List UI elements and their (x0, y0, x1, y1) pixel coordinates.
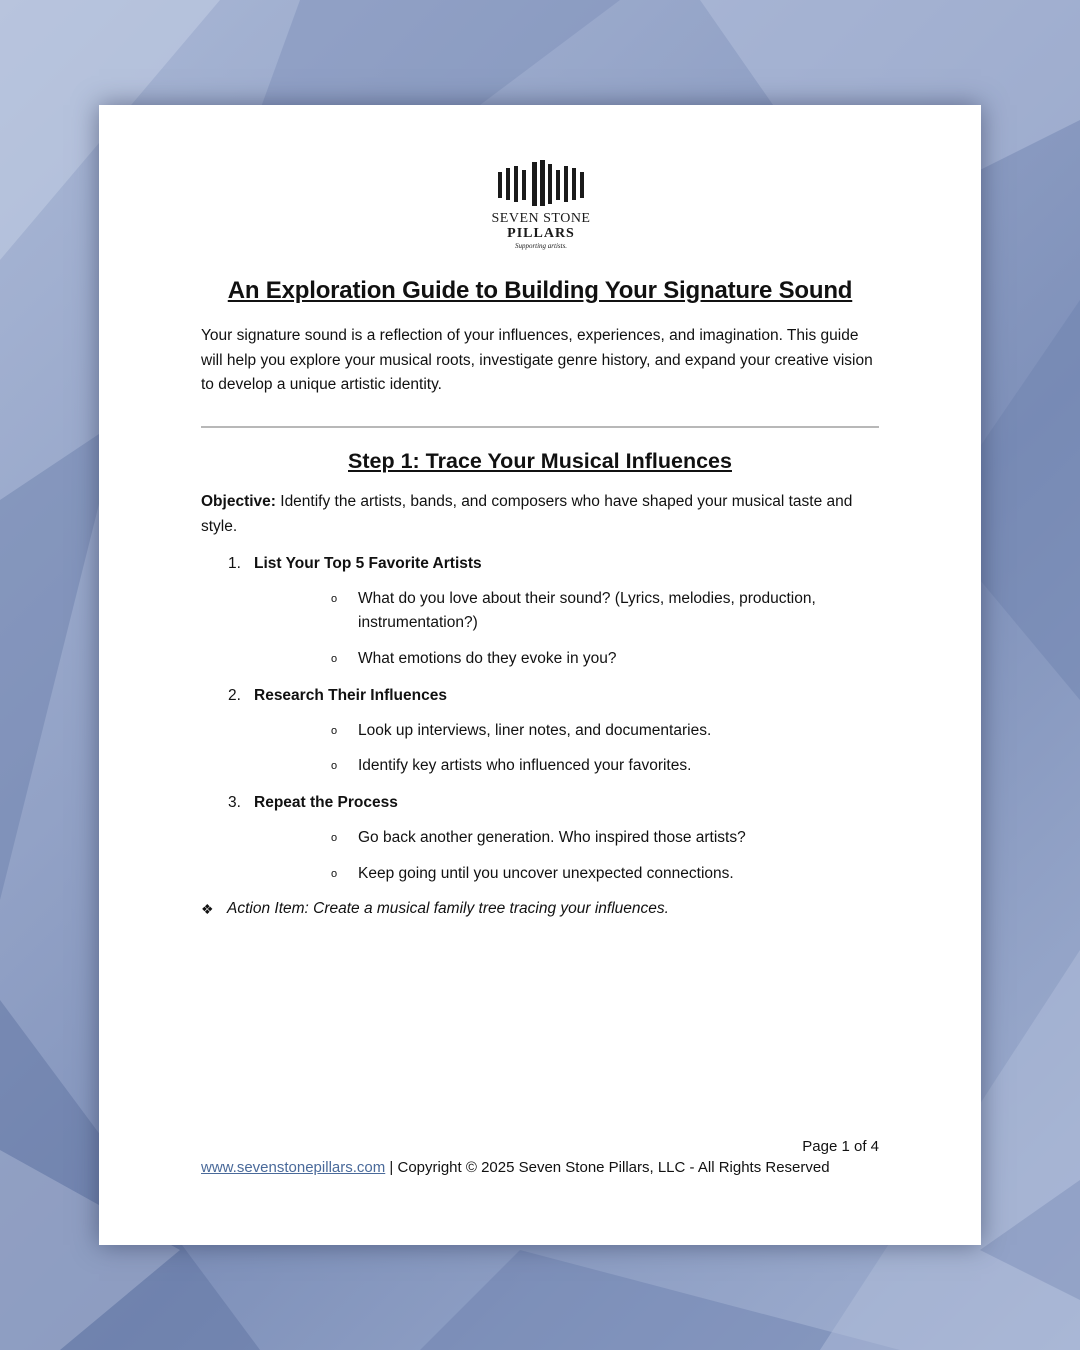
action-item (201, 897, 879, 921)
circle-bullet-icon: o (331, 832, 338, 845)
logo-name: SEVEN STONE (491, 211, 591, 226)
page-number: Page 1 of 4 (802, 1138, 879, 1155)
sub-text: Go back another generation. Who inspired those artists? (358, 829, 746, 847)
seven-stone-pillars-logo (440, 158, 642, 254)
sub-item (254, 719, 879, 744)
sub-item (254, 862, 879, 887)
circle-bullet-icon: o (331, 652, 338, 665)
sub-text: Identify key artists who influenced your favorites. (358, 757, 692, 775)
step-label: List Your Top 5 Favorite Artists (254, 554, 482, 572)
step-number: 1. (228, 554, 241, 572)
sub-item (254, 754, 879, 779)
circle-bullet-icon: o (331, 760, 338, 773)
sub-item (254, 587, 879, 636)
diamond-bullet-icon: ❖ (201, 901, 214, 918)
step-label: Repeat the Process (254, 794, 398, 812)
sub-text: What emotions do they evoke in you? (358, 649, 617, 667)
logo-subname: PILLARS (507, 226, 575, 241)
step-label: Research Their Influences (254, 686, 447, 704)
step-heading: Step 1: Trace Your Musical Influences (348, 449, 732, 474)
intro-paragraph: Your signature sound is a reflection of your influences, experiences, and imagination. This guide will help you explore your musical roots, investigate genre history, and expand your creative vision to develop a unique artistic identity. (201, 327, 873, 394)
sub-list (254, 826, 879, 886)
website-link[interactable]: www.sevenstonepillars.com (201, 1159, 386, 1176)
objective-text: Identify the artists, bands, and composers who have shaped your musical taste and style. (201, 493, 853, 535)
sub-text: Keep going until you uncover unexpected connections. (358, 864, 734, 882)
sub-item (254, 647, 879, 672)
sub-item (254, 826, 879, 851)
sub-text: What do you love about their sound? (Lyrics, melodies, production, instrumentation?) (358, 589, 816, 632)
circle-bullet-icon: o (331, 724, 338, 737)
action-item-text: Action Item: Create a musical family tree tracing your influences. (227, 900, 669, 918)
step-item (201, 791, 879, 886)
sub-text: Look up interviews, liner notes, and documentaries. (358, 721, 712, 739)
circle-bullet-icon: o (331, 867, 338, 880)
copyright-line (201, 1158, 879, 1178)
objective (201, 490, 879, 539)
objective-label: Objective: (201, 493, 276, 511)
steps-list (201, 552, 879, 887)
page-footer (201, 1136, 879, 1178)
step-item (201, 684, 879, 779)
step-item (201, 552, 879, 672)
step-number: 2. (228, 686, 241, 704)
logo-tagline: Supporting artists. (514, 242, 568, 250)
circle-bullet-icon: o (331, 592, 338, 605)
copyright-text: | Copyright © 2025 Seven Stone Pillars, LLC - All Rights Reserved (385, 1159, 830, 1176)
sub-list (254, 719, 879, 779)
document-title: An Exploration Guide to Building Your Signature Sound (227, 277, 853, 304)
step-number: 3. (228, 794, 241, 812)
sub-list (254, 587, 879, 672)
divider (201, 426, 879, 428)
document-content (201, 276, 879, 921)
